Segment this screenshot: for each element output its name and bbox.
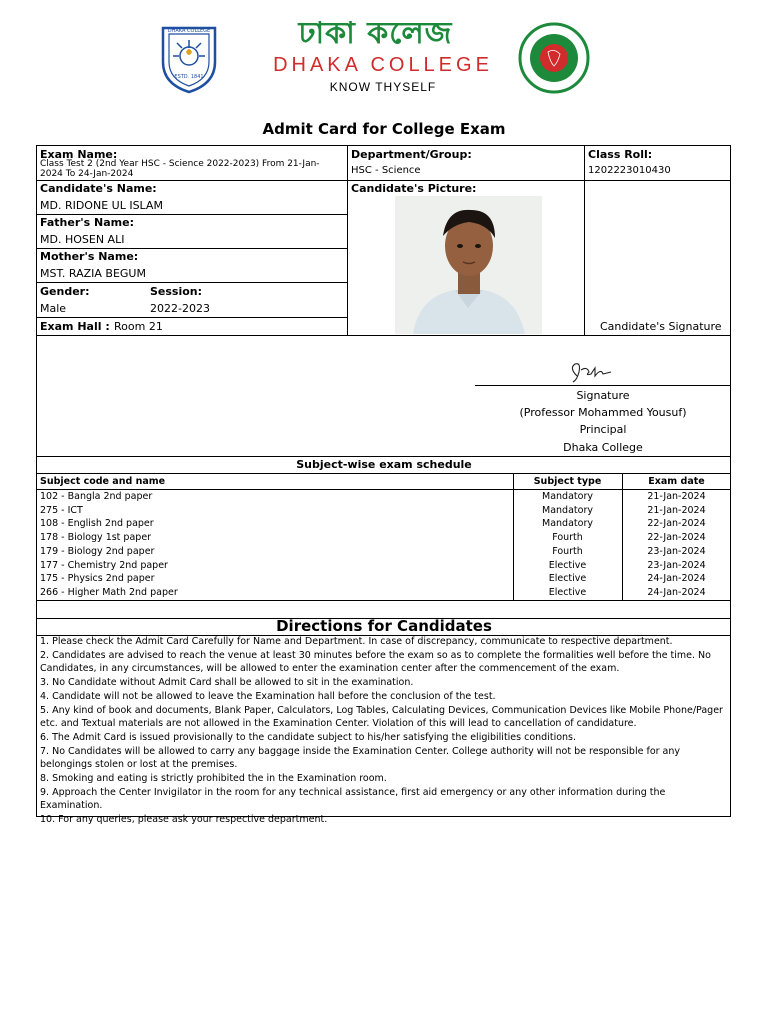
schedule-date: 24-Jan-2024 <box>647 573 706 585</box>
schedule-date: 21-Jan-2024 <box>647 491 706 502</box>
direction-item: 7. No Candidates will be allowed to carry any baggage inside the Examination Center. College authority will not be responsible for any belongings stolen or lost at the premises. <box>40 745 681 771</box>
college-name-bangla: ঢাকা কলেজ <box>298 16 453 51</box>
college-motto: KNOW THYSELF <box>329 80 437 94</box>
principal-name: (Professor Mohammed Yousuf) <box>519 406 687 419</box>
schedule-subject: 275 - ICT <box>40 504 83 516</box>
principal-title: Principal <box>579 423 627 436</box>
schedule-date: 23-Jan-2024 <box>647 559 706 571</box>
schedule-date: 22-Jan-2024 <box>647 532 706 544</box>
direction-item: 8. Smoking and eating is strictly prohibited the in the Examination room. <box>40 773 387 785</box>
schedule-type: Fourth <box>552 545 583 557</box>
direction-item: 10. For any queries, please ask your respective department. <box>40 814 328 826</box>
crest-logo-estd: ESTD. 1841 <box>174 74 204 80</box>
college-name-english: DHAKA COLLEGE <box>273 54 493 76</box>
schedule-type: Elective <box>548 559 587 571</box>
government-seal-logo <box>518 22 590 94</box>
schedule-date: 22-Jan-2024 <box>647 518 706 530</box>
document-title: Admit Card for College Exam <box>262 120 506 138</box>
college-crest-logo <box>155 22 223 94</box>
schedule-header-date: Exam date <box>648 476 705 487</box>
direction-item: 5. Any kind of book and documents, Blank Paper, Calculators, Log Tables, Calculating Devices, Communication Devices like Mobile Phone/Pager etc. and Textual materials are not allowed in the Examination Center. Violation of this will lead to cancellation of candidature. <box>40 704 723 730</box>
candidate-name-label: Candidate's Name: <box>40 182 157 195</box>
schedule-type: Fourth <box>552 532 583 544</box>
gender-label: Gender: <box>40 285 90 298</box>
schedule-subject: 178 - Biology 1st paper <box>40 532 152 544</box>
father-name-label: Father's Name: <box>40 216 134 229</box>
exam-hall-label: Exam Hall : <box>40 320 110 333</box>
directions-list <box>37 635 731 827</box>
schedule-subject: 175 - Physics 2nd paper <box>40 573 155 585</box>
schedule-date: 24-Jan-2024 <box>647 586 706 598</box>
direction-item: 3. No Candidate without Admit Card shall be allowed to sit in the examination. <box>40 677 414 689</box>
direction-item: 2. Candidates are advised to reach the venue at least 30 minutes before the exam so as to complete the formalities well before the time. No Candidates, in any circumstances, will be allowed to enter the examination center after the commencement of the exam. <box>40 649 711 675</box>
schedule-subject: 108 - English 2nd paper <box>40 518 154 530</box>
class-roll-value: 1202223010430 <box>588 165 671 176</box>
schedule-subject: 266 - Higher Math 2nd paper <box>40 586 178 598</box>
principal-college: Dhaka College <box>563 441 643 454</box>
candidate-name-value: MD. RIDONE UL ISLAM <box>40 199 163 212</box>
schedule-subject: 102 - Bangla 2nd paper <box>40 491 153 502</box>
schedule-type: Mandatory <box>542 491 593 502</box>
department-value: HSC - Science <box>351 165 421 176</box>
father-name-value: MD. HOSEN ALI <box>40 233 125 246</box>
admit-card <box>36 145 731 826</box>
schedule-type: Mandatory <box>542 518 593 530</box>
schedule-subject: 179 - Biology 2nd paper <box>40 545 155 557</box>
candidate-picture-label: Candidate's Picture: <box>351 182 477 195</box>
schedule-date: 21-Jan-2024 <box>647 504 706 516</box>
principal-signature-mark <box>567 358 617 386</box>
direction-item: 6. The Admit Card is issued provisionally to the candidate subject to his/her satisfying the eligibilities conditions. <box>40 731 577 743</box>
direction-item: 4. Candidate will not be allowed to leave the Examination hall before the conclusion of the test. <box>40 690 496 702</box>
class-roll-label: Class Roll: <box>588 148 653 161</box>
exam-name-label: Exam Name: <box>40 148 118 161</box>
mother-name-label: Mother's Name: <box>40 250 139 263</box>
schedule-header-type: Subject type <box>533 476 602 487</box>
candidate-signature-label: Candidate's Signature <box>600 320 722 333</box>
principal-signature-label: Signature <box>576 389 630 402</box>
directions-title: Directions for Candidates <box>276 617 492 635</box>
schedule-type: Elective <box>548 586 587 598</box>
gender-value: Male <box>40 302 67 315</box>
schedule-date: 23-Jan-2024 <box>647 545 706 557</box>
schedule-header-subject: Subject code and name <box>40 476 166 487</box>
exam-name-value: Class Test 2 (2nd Year HSC - Science 2022-2023) From 21-Jan-2024 To 24-Jan-2024 <box>40 159 320 179</box>
department-label: Department/Group: <box>351 148 472 161</box>
schedule-type: Elective <box>548 573 587 585</box>
mother-name-value: MST. RAZIA BEGUM <box>40 267 146 280</box>
crest-logo-text: DHAKA COLLEGE <box>167 28 211 34</box>
schedule-title: Subject-wise exam schedule <box>296 458 472 471</box>
candidate-photo <box>395 196 542 334</box>
direction-item: 9. Approach the Center Invigilator in the room for any technical assistance, first aid emergency or any other information during the Examination. <box>40 786 666 812</box>
direction-item: 1. Please check the Admit Card Carefully for Name and Department. In case of discrepancy, communicate to respective department. <box>40 636 673 647</box>
session-label: Session: <box>150 285 203 298</box>
exam-hall-value: Room 21 <box>114 320 163 333</box>
session-value: 2022-2023 <box>150 302 210 315</box>
schedule-type: Mandatory <box>542 504 593 516</box>
schedule-subject: 177 - Chemistry 2nd paper <box>40 559 168 571</box>
